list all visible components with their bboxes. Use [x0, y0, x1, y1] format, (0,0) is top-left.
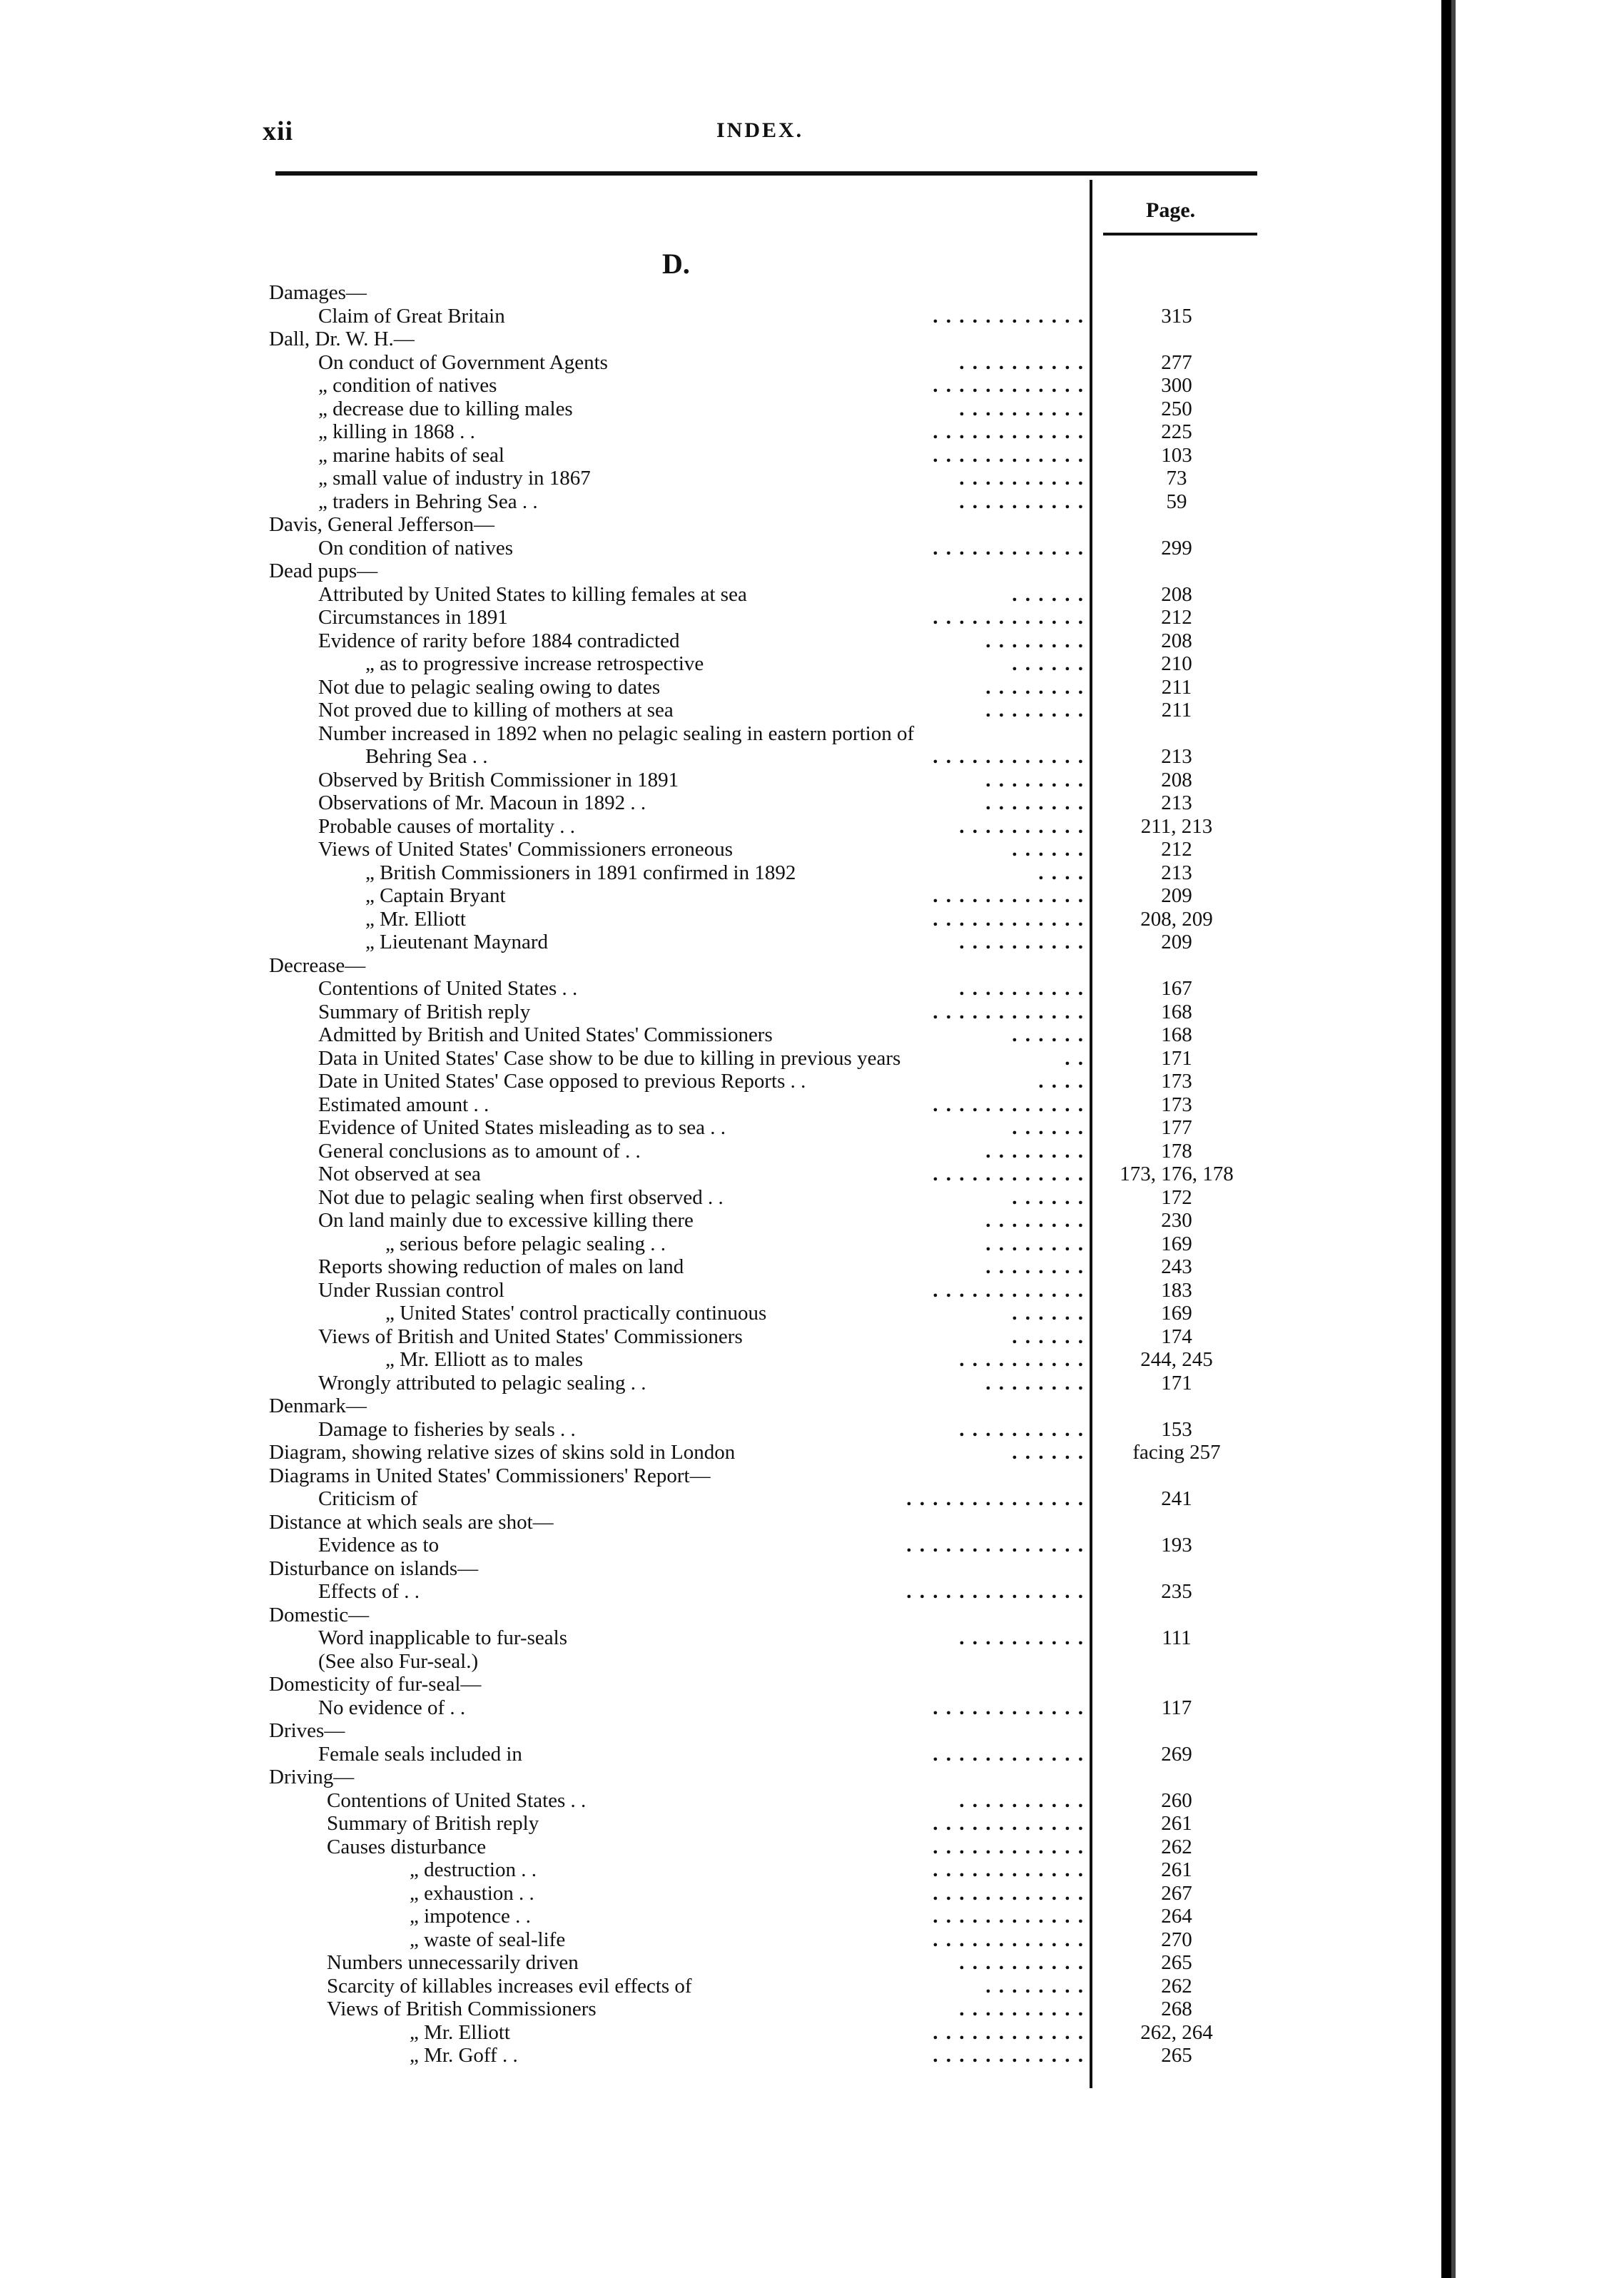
page-reference: 261: [1161, 1858, 1192, 1881]
page-reference: 173: [1161, 1093, 1192, 1116]
entry-subheading: Attributed by United States to killing females at sea: [318, 582, 747, 606]
entry-subheading: Contentions of United States . .: [327, 1788, 587, 1812]
entry-subheading: „ Lieutenant Maynard: [365, 931, 549, 953]
page-reference: 243: [1161, 1255, 1192, 1278]
page-reference: 103: [1161, 443, 1192, 467]
leader-dots: . . . . . . . . . .: [959, 1951, 1085, 1974]
page-reference: 211: [1161, 699, 1192, 722]
index-entry: [0, 1882, 1441, 1905]
entry-subheading: Not due to pelagic sealing when first observed . .: [318, 1185, 724, 1209]
page-reference: 267: [1161, 1881, 1192, 1905]
entry-heading: Disturbance on islands—: [269, 1556, 479, 1580]
leader-dots: . . . . . . . .: [985, 1232, 1085, 1255]
entry-subheading: „ Mr. Goff . .: [410, 2044, 518, 2067]
leader-dots: . . . . . . . .: [985, 675, 1085, 699]
page-reference: 212: [1161, 606, 1192, 629]
index-entry: [0, 1023, 1441, 1047]
leader-dots: . . . . . . . . . . . .: [933, 1093, 1085, 1116]
leader-dots: . . . . . . . . . . . .: [933, 420, 1085, 443]
leader-dots: . . . . . . . . . . . .: [933, 884, 1085, 907]
entry-subheading: Scarcity of killables increases evil effects of: [327, 1974, 692, 1998]
page-reference: 315: [1161, 304, 1192, 328]
index-entry: [0, 1232, 1441, 1256]
entry-subheading: Evidence as to: [318, 1534, 440, 1556]
leader-dots: . . . .: [1038, 1070, 1085, 1093]
entry-subheading: Female seals included in: [318, 1742, 522, 1766]
index-entry: [0, 1975, 1441, 1998]
leader-dots: . . . . . . . . . . . .: [933, 374, 1085, 397]
entry-subheading: „ decrease due to killing males: [318, 397, 573, 420]
page-reference: 213: [1161, 861, 1192, 884]
entry-subheading: „ Captain Bryant: [365, 884, 506, 907]
index-entry: [0, 328, 1441, 351]
leader-dots: . . . . . . . . . . . . . .: [906, 1534, 1085, 1556]
index-entry: [0, 1140, 1441, 1163]
index-entry: [0, 1464, 1441, 1488]
leader-dots: . . . . . . . . . .: [959, 931, 1085, 953]
index-entry: [0, 838, 1441, 861]
entry-subheading: Views of United States' Commissioners erroneous: [318, 838, 733, 861]
leader-dots: . . . .: [1038, 861, 1085, 884]
entry-subheading: Evidence of rarity before 1884 contradicted: [318, 629, 680, 652]
index-entry: [0, 1998, 1441, 2021]
page-reference: 208: [1161, 768, 1192, 791]
index-entry: [0, 1580, 1441, 1604]
page-reference: 208: [1161, 582, 1192, 606]
index-entry: [0, 398, 1441, 421]
index-entry: [0, 652, 1441, 676]
page-reference: 193: [1161, 1534, 1192, 1556]
page-reference: 172: [1161, 1185, 1192, 1209]
index-entry: [0, 1441, 1441, 1464]
index-entry: [0, 745, 1441, 769]
index-entry: [0, 351, 1441, 375]
page-reference: 183: [1161, 1278, 1192, 1302]
leader-dots: . . . . . . . . . .: [959, 1788, 1085, 1812]
entry-subheading: No evidence of . .: [318, 1696, 466, 1719]
leader-dots: . . . . . . . . . . . .: [933, 1696, 1085, 1719]
leader-dots: . . . . . .: [1012, 652, 1085, 675]
leader-dots: . . . . . . . . . . . .: [933, 2044, 1085, 2067]
index-entry: [0, 1070, 1441, 1093]
entry-subheading: Damage to fisheries by seals . .: [318, 1417, 576, 1441]
index-entry: [0, 1650, 1441, 1674]
entry-heading: Domestic—: [269, 1603, 370, 1626]
page-reference: 264: [1161, 1905, 1192, 1928]
index-entry: [0, 1001, 1441, 1024]
index-entry: [0, 1093, 1441, 1117]
page-reference: 230: [1161, 1209, 1192, 1232]
entry-subheading: Circumstances in 1891: [318, 606, 508, 629]
leader-dots: . . . . . . . . . . . . . .: [906, 1580, 1085, 1603]
entry-heading: Davis, General Jefferson—: [269, 513, 494, 536]
index-entry: [0, 629, 1441, 653]
index-entry: [0, 583, 1441, 607]
index-entry: [0, 1836, 1441, 1859]
entry-subheading: Date in United States' Case opposed to previous Reports . .: [318, 1070, 806, 1093]
page-reference: 211, 213: [1140, 814, 1213, 838]
page-reference: 268: [1161, 1998, 1192, 2020]
entry-subheading: Wrongly attributed to pelagic sealing . .: [318, 1371, 646, 1394]
page-reference: 300: [1161, 374, 1192, 397]
index-entry: [0, 1858, 1441, 1882]
page-reference: 153: [1161, 1417, 1192, 1441]
leader-dots: . . . . . . . . . . . .: [933, 606, 1085, 629]
page-reference: 209: [1161, 931, 1192, 953]
leader-dots: . . . . . .: [1012, 1116, 1085, 1139]
page-reference: 211: [1161, 675, 1192, 699]
leader-dots: . . . . . . . . . . . .: [933, 907, 1085, 931]
entry-subheading: „ serious before pelagic sealing . .: [385, 1232, 666, 1255]
leader-dots: . . . . . . . . . .: [959, 814, 1085, 838]
page-reference: 111: [1162, 1626, 1192, 1649]
entry-heading: Damages—: [269, 281, 367, 304]
page-reference: 212: [1161, 838, 1192, 861]
page-reference: 169: [1161, 1302, 1192, 1325]
page-reference: 171: [1161, 1371, 1192, 1394]
index-entry: [0, 1279, 1441, 1302]
leader-dots: . . . . . . . . . .: [959, 467, 1085, 490]
index-entry: [0, 2021, 1441, 2045]
index-entry: [0, 1534, 1441, 1557]
index-entry: [0, 1209, 1441, 1232]
leader-dots: . . . . . .: [1012, 1441, 1085, 1464]
entry-heading: Drives—: [269, 1719, 345, 1742]
index-entry: [0, 420, 1441, 444]
index-entry: [0, 1743, 1441, 1766]
entry-subheading: „ killing in 1868 . .: [318, 420, 475, 443]
entry-subheading: (See also Fur-seal.): [318, 1649, 479, 1673]
page-reference: 250: [1161, 397, 1192, 420]
leader-dots: . . . . . . . . . . . .: [933, 1000, 1085, 1023]
leader-dots: . . . . . .: [1012, 1023, 1085, 1046]
entry-subheading: Reports showing reduction of males on land: [318, 1255, 684, 1278]
index-entry: [0, 815, 1441, 839]
page-reference: 173, 176, 178: [1120, 1163, 1234, 1185]
leader-dots: . . . . . . . .: [985, 1209, 1085, 1232]
index-entry: [0, 560, 1441, 583]
page-reference: 213: [1161, 791, 1192, 814]
leader-dots: . . . . . .: [1012, 1185, 1085, 1209]
entry-subheading: On land mainly due to excessive killing there: [318, 1209, 694, 1232]
page-reference: facing 257: [1132, 1441, 1221, 1464]
entry-subheading: „ British Commissioners in 1891 confirmed in 1892: [365, 861, 796, 884]
index-entry: [0, 1557, 1441, 1581]
entry-subheading: Views of British Commissioners: [327, 1998, 597, 2020]
entry-subheading: „ Mr. Elliott: [365, 907, 466, 931]
entry-subheading: „ traders in Behring Sea . .: [318, 490, 538, 513]
page-reference: 262: [1161, 1835, 1192, 1858]
page-reference: 208, 209: [1140, 907, 1213, 931]
leader-dots: . . . . . . . .: [985, 699, 1085, 722]
section-letter: D.: [662, 248, 690, 280]
index-entry: [0, 1348, 1441, 1372]
index-entry: [0, 1951, 1441, 1975]
page-reference: 213: [1161, 745, 1192, 768]
entry-subheading: „ waste of seal-life: [410, 1928, 566, 1951]
entry-subheading: On condition of natives: [318, 536, 514, 560]
index-entry: [0, 1511, 1441, 1534]
entry-subheading: Summary of British reply: [327, 1812, 539, 1835]
leader-dots: . . . . . . . . . .: [959, 1998, 1085, 2020]
leader-dots: . . . . . . . .: [985, 1255, 1085, 1278]
leader-dots: . . . . . .: [1012, 1302, 1085, 1325]
page-reference: 171: [1161, 1046, 1192, 1070]
entry-subheading: Not proved due to killing of mothers at sea: [318, 699, 674, 722]
page-reference: 261: [1161, 1812, 1192, 1835]
entry-subheading: Not due to pelagic sealing owing to dates: [318, 675, 661, 699]
entry-heading: Dall, Dr. W. H.—: [269, 328, 415, 350]
leader-dots: . . . . . . . . . .: [959, 350, 1085, 374]
page-reference: 225: [1161, 420, 1192, 443]
index-entry: [0, 1047, 1441, 1070]
entry-subheading: Views of British and United States' Commissioners: [318, 1325, 743, 1348]
page-column-label: Page.: [1146, 198, 1196, 222]
page-edge-border: [1441, 0, 1451, 2278]
entry-subheading: „ marine habits of seal: [318, 443, 504, 467]
index-entry: [0, 791, 1441, 815]
index-entry: [0, 467, 1441, 490]
index-entry: [0, 1812, 1441, 1836]
page-reference: 167: [1161, 977, 1192, 1000]
page-reference: 244, 245: [1140, 1348, 1213, 1371]
entry-heading: Denmark—: [269, 1394, 367, 1417]
index-entry: [0, 1719, 1441, 1743]
index-entry: [0, 1394, 1441, 1418]
page-reference: 169: [1161, 1232, 1192, 1255]
index-entry: [0, 1487, 1441, 1511]
index-entry: [0, 1116, 1441, 1140]
index-entry: [0, 1766, 1441, 1789]
entry-subheading: „ small value of industry in 1867: [318, 467, 591, 490]
entry-subheading: Data in United States' Case show to be due to killing in previous years: [318, 1046, 901, 1070]
page-reference: 168: [1161, 1000, 1192, 1023]
leader-dots: . . . . . . . .: [985, 1139, 1085, 1163]
page-reference: 59: [1166, 490, 1187, 513]
leader-dots: . . . . . . . .: [985, 1371, 1085, 1394]
page-reference: 177: [1161, 1116, 1192, 1139]
page-reference: 174: [1161, 1325, 1192, 1348]
entry-subheading: Admitted by British and United States' Commissioners: [318, 1023, 773, 1046]
page-reference: 262: [1161, 1974, 1192, 1998]
index-entry: [0, 513, 1441, 537]
entry-heading: Decrease—: [269, 953, 366, 977]
entry-subheading: „ impotence . .: [410, 1905, 531, 1928]
entry-subheading: Numbers unnecessarily driven: [327, 1951, 579, 1974]
entry-heading: Driving—: [269, 1766, 355, 1788]
index-entry: [0, 1302, 1441, 1325]
entry-heading: Diagram, showing relative sizes of skins sold in London: [269, 1441, 736, 1464]
entry-subheading: Effects of . .: [318, 1580, 420, 1603]
page-reference: 209: [1161, 884, 1192, 907]
index-entries: [0, 281, 1441, 2067]
entry-subheading: Causes disturbance: [327, 1835, 487, 1858]
entry-subheading: „ Mr. Elliott: [410, 2020, 510, 2044]
index-entry: [0, 861, 1441, 885]
entry-heading: Dead pups—: [269, 560, 378, 582]
entry-subheading: Word inapplicable to fur-seals: [318, 1626, 567, 1649]
leader-dots: . . . . . . . . . . . .: [933, 1835, 1085, 1858]
index-entry: [0, 1372, 1441, 1395]
index-entry: [0, 908, 1441, 931]
page-reference: 262, 264: [1140, 2020, 1213, 2044]
index-entry: [0, 676, 1441, 699]
entry-subheading: Number increased in 1892 when no pelagic sealing in eastern portion of: [318, 722, 915, 745]
entry-subheading: Summary of British reply: [318, 1000, 531, 1023]
index-entry: [0, 699, 1441, 722]
leader-dots: . . . . . . . . . . . .: [933, 2020, 1085, 2044]
index-entry: [0, 1696, 1441, 1720]
leader-dots: . . . . . . . . . . . .: [933, 745, 1085, 768]
entry-subheading: Behring Sea . .: [365, 745, 488, 768]
index-entry: [0, 1905, 1441, 1928]
entry-subheading: Observations of Mr. Macoun in 1892 . .: [318, 791, 646, 814]
page-reference: 178: [1161, 1139, 1192, 1163]
index-entry: [0, 606, 1441, 629]
page-reference: 241: [1161, 1487, 1192, 1510]
leader-dots: . . . . . .: [1012, 582, 1085, 606]
entry-heading: Domesticity of fur-seal—: [269, 1673, 482, 1696]
leader-dots: . . . . . . . . . . . .: [933, 1928, 1085, 1951]
entry-subheading: Probable causes of mortality . .: [318, 814, 575, 838]
folio-number: xii: [263, 116, 294, 146]
leader-dots: . . . . . . . . . .: [959, 1417, 1085, 1441]
entry-subheading: Evidence of United States misleading as to sea . .: [318, 1116, 726, 1139]
index-entry: [0, 305, 1441, 328]
leader-dots: . . . . . . . . . .: [959, 1626, 1085, 1649]
index-entry: [0, 1673, 1441, 1696]
index-entry: [0, 1186, 1441, 1210]
index-entry: [0, 1789, 1441, 1813]
leader-dots: . . . . . . . .: [985, 791, 1085, 814]
leader-dots: . . . . . . . . . .: [959, 1348, 1085, 1371]
leader-dots: . . . . . . . . . .: [959, 397, 1085, 420]
index-entry: [0, 490, 1441, 514]
entry-subheading: „ Mr. Elliott as to males: [385, 1348, 584, 1371]
entry-subheading: „ United States' control practically continuous: [385, 1302, 767, 1325]
leader-dots: . . . . . . . . . .: [959, 490, 1085, 513]
page-reference: 117: [1161, 1696, 1192, 1719]
running-head: INDEX.: [716, 118, 804, 142]
index-entry: [0, 1604, 1441, 1627]
page-reference: 277: [1161, 350, 1192, 374]
index-entry: [0, 281, 1441, 305]
entry-subheading: „ condition of natives: [318, 374, 497, 397]
page-reference: 73: [1166, 467, 1187, 490]
page-reference: 235: [1161, 1580, 1192, 1603]
leader-dots: . . . . . . . . . . . .: [933, 1812, 1085, 1835]
index-entry: [0, 1928, 1441, 1952]
index-entry: [0, 769, 1441, 792]
page-reference: 168: [1161, 1023, 1192, 1046]
leader-dots: . . . . . . . . . . . .: [933, 1278, 1085, 1302]
entry-subheading: General conclusions as to amount of . .: [318, 1139, 641, 1163]
entry-subheading: Observed by British Commissioner in 1891: [318, 768, 679, 791]
page-reference: 269: [1161, 1742, 1192, 1766]
leader-dots: . . . . . . . . . . . .: [933, 1742, 1085, 1766]
page-reference: 173: [1161, 1070, 1192, 1093]
leader-dots: . . . . . . . .: [985, 629, 1085, 652]
leader-dots: . . . . . . . . . . . . . .: [906, 1487, 1085, 1510]
index-entry: [0, 1418, 1441, 1442]
index-entry: [0, 1163, 1441, 1186]
page-reference: 265: [1161, 1951, 1192, 1974]
entry-subheading: Criticism of: [318, 1487, 418, 1510]
leader-dots: . . . . . . . . . . . .: [933, 1881, 1085, 1905]
index-entry: [0, 2044, 1441, 2067]
entry-subheading: Under Russian control: [318, 1278, 504, 1302]
leader-dots: . . . . . . . . . .: [959, 977, 1085, 1000]
index-entry: [0, 374, 1441, 398]
index-entry: [0, 931, 1441, 954]
index-entry: [0, 444, 1441, 467]
index-entry: [0, 1325, 1441, 1349]
entry-subheading: „ exhaustion . .: [410, 1881, 534, 1905]
leader-dots: . . . . . . . . . . . .: [933, 1163, 1085, 1185]
page-column-label-rule: [1103, 233, 1257, 236]
entry-subheading: „ destruction . .: [410, 1858, 537, 1881]
leader-dots: . . . . . .: [1012, 1325, 1085, 1348]
index-entry: [0, 954, 1441, 978]
entry-heading: Distance at which seals are shot—: [269, 1510, 554, 1534]
leader-dots: . . . . . .: [1012, 838, 1085, 861]
index-entry: [0, 1626, 1441, 1650]
index-entry: [0, 722, 1441, 746]
leader-dots: . . . . . . . .: [985, 768, 1085, 791]
page-reference: 265: [1161, 2044, 1192, 2067]
entry-subheading: Claim of Great Britain: [318, 304, 505, 328]
entry-subheading: On conduct of Government Agents: [318, 350, 608, 374]
entry-subheading: Not observed at sea: [318, 1163, 481, 1185]
leader-dots: . . . . . . . . . . . .: [933, 536, 1085, 560]
leader-dots: . . . . . . . . . . . .: [933, 1858, 1085, 1881]
entry-heading: Diagrams in United States' Commissioners' Report—: [269, 1464, 711, 1487]
index-entry: [0, 537, 1441, 560]
leader-dots: . . . . . . . . . . . .: [933, 1905, 1085, 1928]
page-reference: 260: [1161, 1788, 1192, 1812]
index-entry: [0, 977, 1441, 1001]
leader-dots: . . . . . . . . . . . .: [933, 443, 1085, 467]
entry-subheading: „ as to progressive increase retrospective: [365, 652, 704, 675]
page-reference: 270: [1161, 1928, 1192, 1951]
page-reference: 208: [1161, 629, 1192, 652]
leader-dots: . .: [1065, 1046, 1085, 1070]
page-edge-shadow: [1451, 0, 1456, 2278]
page-reference: 299: [1161, 536, 1192, 560]
entry-subheading: Contentions of United States . .: [318, 977, 578, 1000]
leader-dots: . . . . . . . . . . . .: [933, 304, 1085, 328]
index-entry: [0, 884, 1441, 908]
page-reference: 210: [1161, 652, 1192, 675]
header-rule: [275, 171, 1257, 176]
leader-dots: . . . . . . . .: [985, 1974, 1085, 1998]
entry-subheading: Estimated amount . .: [318, 1093, 489, 1116]
index-entry: [0, 1255, 1441, 1279]
